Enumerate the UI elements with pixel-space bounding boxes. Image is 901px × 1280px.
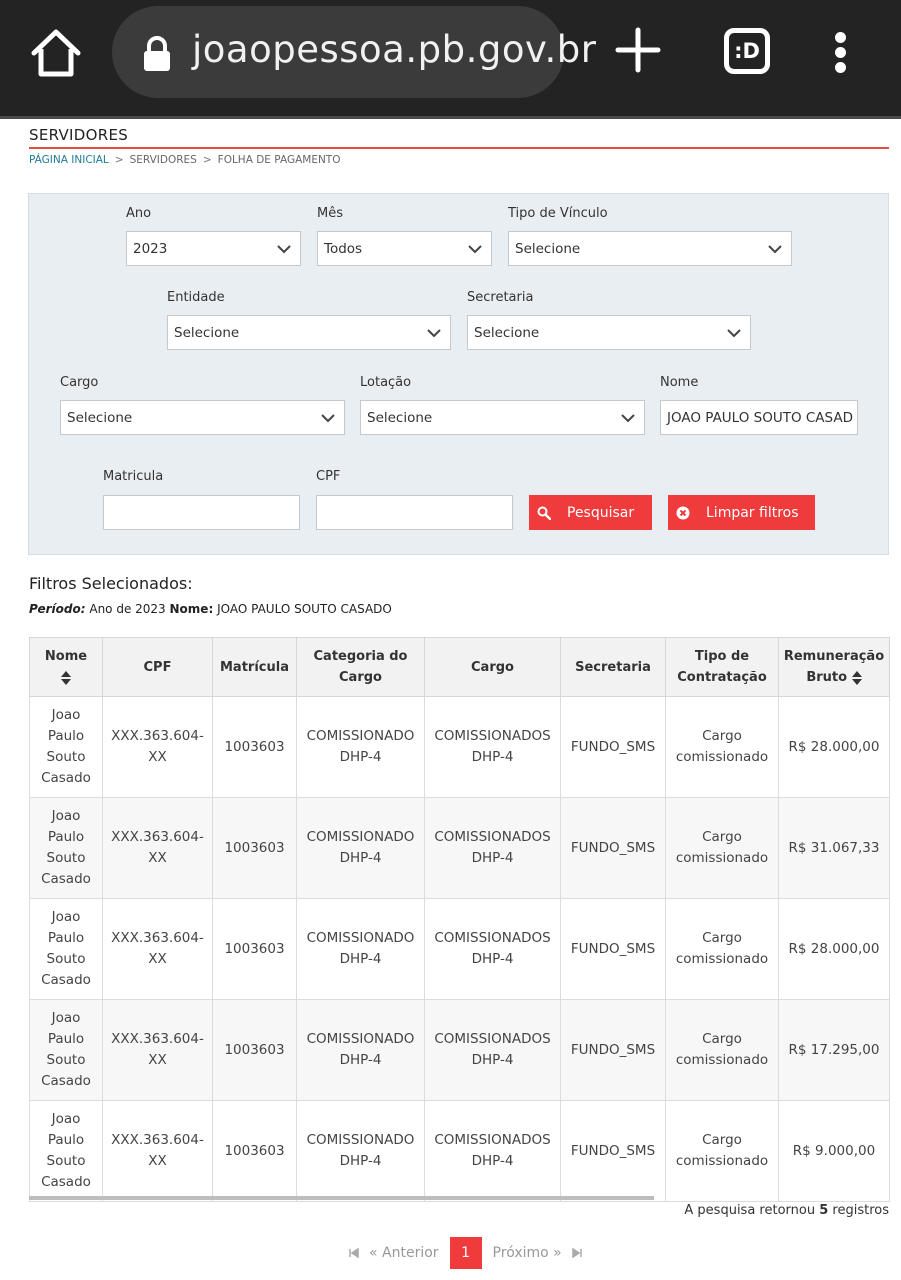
col-header-nome[interactable]: Nome: [30, 638, 103, 697]
cell-tipo: Cargo comissionado: [666, 697, 779, 798]
tipo-vinculo-select[interactable]: Selecione: [508, 231, 792, 266]
cell-cargo: COMISSIONADOS DHP-4: [425, 697, 561, 798]
table-header-row: [30, 638, 890, 697]
chevron-down-icon: [767, 241, 783, 257]
next-page-link[interactable]: Próximo »: [492, 1245, 562, 1261]
nome-label: Nome: [660, 375, 699, 390]
title-underline: [29, 147, 889, 149]
chevron-down-icon: [320, 410, 336, 426]
clear-filters-button[interactable]: Limpar filtros: [668, 495, 815, 530]
cell-categoria: COMISSIONADO DHP-4: [297, 798, 425, 899]
cell-categoria: COMISSIONADO DHP-4: [297, 1101, 425, 1202]
cell-cpf: XXX.363.604-XX: [103, 1000, 213, 1101]
cell-matricula: 1003603: [213, 798, 297, 899]
mes-label: Mês: [317, 206, 343, 221]
matricula-input[interactable]: [103, 495, 300, 530]
table-row: [30, 697, 890, 798]
cell-cpf: XXX.363.604-XX: [103, 899, 213, 1000]
cell-secretaria: FUNDO_SMS: [561, 798, 666, 899]
cell-tipo: Cargo comissionado: [666, 1101, 779, 1202]
matricula-label: Matricula: [103, 469, 164, 484]
page-title: SERVIDORES: [29, 126, 129, 144]
lotacao-label: Lotação: [360, 375, 412, 390]
cell-matricula: 1003603: [213, 899, 297, 1000]
breadcrumb-servidores[interactable]: SERVIDORES: [129, 154, 197, 166]
cell-matricula: 1003603: [213, 697, 297, 798]
cell-cpf: XXX.363.604-XX: [103, 798, 213, 899]
cell-tipo: Cargo comissionado: [666, 1000, 779, 1101]
cell-tipo: Cargo comissionado: [666, 798, 779, 899]
cpf-input[interactable]: [316, 495, 513, 530]
address-bar[interactable]: [112, 6, 597, 98]
tab-switcher-button[interactable]: :D: [724, 28, 770, 74]
current-page[interactable]: 1: [450, 1237, 482, 1269]
breadcrumb-home-link[interactable]: PÁGINA INICIAL: [29, 154, 109, 166]
col-header-cargo: Cargo: [425, 638, 561, 697]
result-count: A pesquisa retornou 5 registros: [684, 1203, 889, 1218]
cell-secretaria: FUNDO_SMS: [561, 1000, 666, 1101]
col-header-remuneracao[interactable]: Remuneração Bruto: [779, 638, 890, 697]
close-circle-icon: [676, 506, 690, 520]
cargo-select[interactable]: Selecione: [60, 400, 345, 435]
ano-select[interactable]: 2023: [126, 231, 301, 266]
cell-remuneracao: R$ 9.000,00: [779, 1101, 890, 1202]
cell-secretaria: FUNDO_SMS: [561, 697, 666, 798]
cell-matricula: 1003603: [213, 1101, 297, 1202]
new-tab-icon[interactable]: [614, 26, 662, 74]
entidade-label: Entidade: [167, 290, 225, 305]
cell-remuneracao: R$ 28.000,00: [779, 899, 890, 1000]
secretaria-label: Secretaria: [467, 290, 534, 305]
browser-toolbar: [0, 0, 901, 116]
chevron-down-icon: [467, 241, 483, 257]
cell-cpf: XXX.363.604-XX: [103, 697, 213, 798]
secretaria-select[interactable]: Selecione: [467, 315, 751, 350]
col-header-cpf: CPF: [103, 638, 213, 697]
chevron-down-icon: [426, 325, 442, 341]
selected-filters-title: Filtros Selecionados:: [29, 574, 193, 593]
cell-remuneracao: R$ 31.067,33: [779, 798, 890, 899]
lock-icon: [142, 36, 172, 72]
table-row: [30, 798, 890, 899]
breadcrumb: PÁGINA INICIAL > SERVIDORES > FOLHA DE PAGAMENTO: [29, 154, 341, 166]
chevron-down-icon: [276, 241, 292, 257]
first-page-icon[interactable]: [349, 1248, 359, 1258]
last-page-icon[interactable]: [572, 1248, 582, 1258]
cell-secretaria: FUNDO_SMS: [561, 1101, 666, 1202]
cell-cargo: COMISSIONADOS DHP-4: [425, 1000, 561, 1101]
cell-nome: Joao Paulo Souto Casado: [30, 1101, 103, 1202]
lotacao-select[interactable]: Selecione: [360, 400, 645, 435]
prev-page-link[interactable]: « Anterior: [369, 1245, 439, 1261]
filter-panel: [28, 193, 889, 555]
sort-icon[interactable]: [852, 671, 862, 685]
table-row: [30, 899, 890, 1000]
cell-nome: Joao Paulo Souto Casado: [30, 798, 103, 899]
tipo-vinculo-label: Tipo de Vínculo: [508, 206, 608, 221]
col-header-secretaria: Secretaria: [561, 638, 666, 697]
mes-select[interactable]: Todos: [317, 231, 492, 266]
entidade-select[interactable]: Selecione: [167, 315, 451, 350]
more-options-icon[interactable]: [833, 32, 847, 74]
home-icon[interactable]: [30, 28, 82, 78]
cell-categoria: COMISSIONADO DHP-4: [297, 899, 425, 1000]
cargo-label: Cargo: [60, 375, 99, 390]
col-header-tipo: Tipo de Contratação: [666, 638, 779, 697]
table-row: [30, 1101, 890, 1202]
selected-filters-summary: Período: Ano de 2023 Nome: JOAO PAULO SOUTO CASADO: [29, 602, 392, 616]
cell-tipo: Cargo comissionado: [666, 899, 779, 1000]
pagination: [344, 1237, 587, 1269]
url-text: joaopessoa.pb.gov.br: [192, 28, 597, 71]
col-header-categoria: Categoria do Cargo: [297, 638, 425, 697]
cell-cpf: XXX.363.604-XX: [103, 1101, 213, 1202]
cell-categoria: COMISSIONADO DHP-4: [297, 1000, 425, 1101]
cell-remuneracao: R$ 28.000,00: [779, 697, 890, 798]
results-table: [29, 637, 890, 1202]
cell-categoria: COMISSIONADO DHP-4: [297, 697, 425, 798]
cell-matricula: 1003603: [213, 1000, 297, 1101]
nome-input[interactable]: JOAO PAULO SOUTO CASAD: [660, 400, 858, 435]
cell-cargo: COMISSIONADOS DHP-4: [425, 1101, 561, 1202]
search-icon: [537, 506, 551, 520]
ano-label: Ano: [126, 206, 152, 221]
cpf-label: CPF: [316, 469, 341, 484]
chevron-down-icon: [726, 325, 742, 341]
cell-nome: Joao Paulo Souto Casado: [30, 697, 103, 798]
cell-nome: Joao Paulo Souto Casado: [30, 1000, 103, 1101]
cell-cargo: COMISSIONADOS DHP-4: [425, 899, 561, 1000]
toolbar-divider: [0, 116, 901, 119]
cell-secretaria: FUNDO_SMS: [561, 899, 666, 1000]
cell-remuneracao: R$ 17.295,00: [779, 1000, 890, 1101]
search-button[interactable]: Pesquisar: [529, 495, 652, 530]
cell-nome: Joao Paulo Souto Casado: [30, 899, 103, 1000]
sort-icon[interactable]: [61, 671, 71, 685]
col-header-matricula: Matrícula: [213, 638, 297, 697]
chevron-down-icon: [620, 410, 636, 426]
cell-cargo: COMISSIONADOS DHP-4: [425, 798, 561, 899]
table-row: [30, 1000, 890, 1101]
breadcrumb-folha: FOLHA DE PAGAMENTO: [217, 154, 341, 166]
horizontal-scrollbar[interactable]: [29, 1196, 654, 1200]
